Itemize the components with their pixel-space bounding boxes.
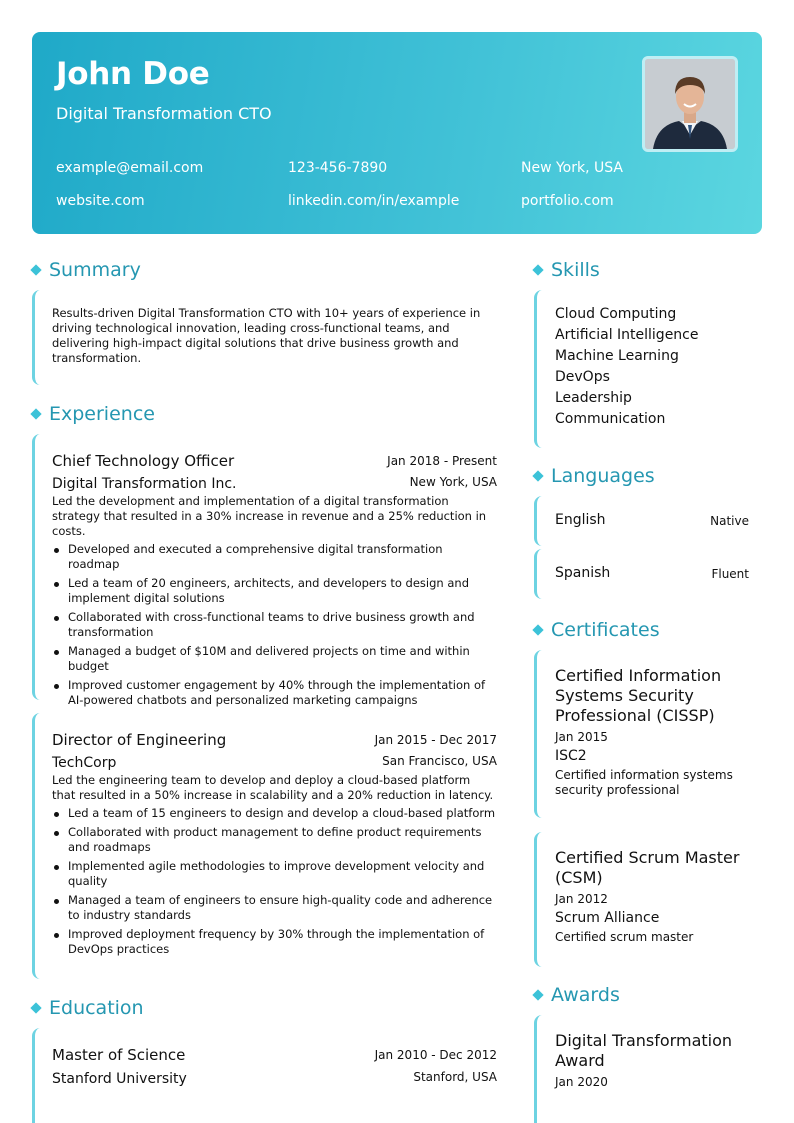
certificate-name: Certified Information Systems Security Professional (CISSP) [555, 666, 722, 725]
award-name: Digital Transformation Award [555, 1031, 733, 1070]
diamond-icon [30, 1002, 41, 1013]
candidate-name: John Doe [56, 56, 210, 92]
job-card-1 [32, 434, 498, 707]
language-row [555, 565, 749, 581]
profile-photo [642, 56, 738, 152]
education-header [52, 1045, 497, 1064]
skills-card [534, 290, 762, 448]
job-company: Digital Transformation Inc. [52, 476, 237, 492]
list-item: Led a team of 15 engineers to design and develop a cloud-based platform [52, 806, 497, 821]
summary-title: Summary [49, 259, 141, 281]
job-location: New York, USA [409, 475, 497, 489]
list-item: Collaborated with product management to define product requirements and roadmaps [52, 825, 497, 855]
education-card [32, 1028, 498, 1123]
education-school-row [52, 1068, 497, 1087]
skills-heading [534, 259, 600, 281]
job-card-2 [32, 713, 498, 979]
skill-item: Cloud Computing [555, 306, 677, 322]
diamond-icon [532, 624, 543, 635]
skill-item: Leadership [555, 390, 632, 406]
list-item: Led a team of 20 engineers, architects, and developers to design and implement digital solutions [52, 576, 497, 606]
degree: Master of Science [52, 1046, 186, 1064]
education-dates: Jan 2010 - Dec 2012 [374, 1048, 497, 1062]
job-header [52, 451, 497, 470]
list-item: Managed a team of engineers to ensure high-quality code and adherence to industry standards [52, 893, 497, 923]
diamond-icon [532, 989, 543, 1000]
candidate-role: Digital Transformation CTO [56, 104, 272, 123]
summary-heading [32, 259, 141, 281]
certificate-card-2 [534, 832, 762, 967]
diamond-icon [30, 264, 41, 275]
certificate-date: Jan 2015 [555, 730, 608, 744]
list-item: Improved deployment frequency by 30% through the implementation of DevOps practices [52, 927, 497, 957]
school-location: Stanford, USA [413, 1070, 497, 1084]
language-level: Fluent [711, 567, 749, 581]
job-title: Director of Engineering [52, 731, 227, 749]
education-heading [32, 997, 144, 1019]
list-item: Collaborated with cross-functional teams to drive business growth and transformation [52, 610, 497, 640]
job-bullets [52, 542, 497, 708]
skill-item: Machine Learning [555, 348, 679, 364]
job-description: Led the engineering team to develop and deploy a cloud-based platform that resulted in a 50% increase in scalability and a 20% reduction in latency. [52, 773, 494, 802]
award-date: Jan 2020 [555, 1075, 608, 1089]
certificate-description: Certified scrum master [555, 930, 694, 944]
certificate-issuer: ISC2 [555, 748, 587, 764]
job-company-row [52, 473, 497, 492]
job-location: San Francisco, USA [382, 754, 497, 768]
skill-item: DevOps [555, 369, 610, 385]
location-text: New York, USA [521, 160, 623, 176]
job-company-row [52, 752, 497, 771]
languages-heading [534, 465, 655, 487]
portfolio-link[interactable]: portfolio.com [521, 193, 614, 209]
job-company: TechCorp [52, 755, 117, 771]
resume-header [32, 32, 762, 234]
certificate-description: Certified information systems security professional [555, 768, 733, 797]
job-title: Chief Technology Officer [52, 452, 235, 470]
experience-heading [32, 403, 155, 425]
summary-text: Results-driven Digital Transformation CTO with 10+ years of experience in driving technological innovation, leading cross-functional teams, and delivering high-impact digital solutions that drive business growth and transformation. [52, 306, 481, 365]
school: Stanford University [52, 1071, 187, 1087]
job-bullets [52, 806, 497, 957]
phone-text: 123-456-7890 [288, 160, 388, 176]
website-link[interactable]: website.com [56, 193, 145, 209]
certificate-date: Jan 2012 [555, 892, 608, 906]
linkedin-link[interactable]: linkedin.com/in/example [288, 193, 460, 209]
summary-card [32, 290, 498, 385]
skill-item: Communication [555, 411, 666, 427]
language-name: English [555, 512, 606, 528]
certificate-card-1 [534, 650, 762, 818]
language-name: Spanish [555, 565, 611, 581]
certificates-heading [534, 619, 660, 641]
list-item: Implemented agile methodologies to improve development velocity and quality [52, 859, 497, 889]
portrait-image [645, 59, 735, 149]
language-row [555, 512, 749, 528]
certificates-title: Certificates [551, 619, 660, 641]
job-header [52, 730, 497, 749]
email-link[interactable]: example@email.com [56, 160, 204, 176]
diamond-icon [532, 470, 543, 481]
language-card-2 [534, 549, 762, 599]
awards-title: Awards [551, 984, 620, 1006]
diamond-icon [30, 408, 41, 419]
job-dates: Jan 2015 - Dec 2017 [374, 733, 497, 747]
language-card-1 [534, 496, 762, 546]
skills-title: Skills [551, 259, 600, 281]
job-description: Led the development and implementation of a digital transformation strategy that resulted in a 30% increase in revenue and a 25% reduction in costs. [52, 494, 487, 538]
awards-heading [534, 984, 620, 1006]
certificate-name: Certified Scrum Master (CSM) [555, 848, 740, 887]
list-item: Managed a budget of $10M and delivered projects on time and within budget [52, 644, 497, 674]
list-item: Improved customer engagement by 40% through the implementation of AI-powered chatbots and personalized marketing campaigns [52, 678, 497, 708]
list-item: Developed and executed a comprehensive digital transformation roadmap [52, 542, 497, 572]
skill-item: Artificial Intelligence [555, 327, 699, 343]
language-level: Native [710, 514, 749, 528]
education-title: Education [49, 997, 144, 1019]
languages-title: Languages [551, 465, 655, 487]
experience-title: Experience [49, 403, 155, 425]
award-card [534, 1015, 762, 1123]
job-dates: Jan 2018 - Present [387, 454, 497, 468]
certificate-issuer: Scrum Alliance [555, 910, 660, 926]
diamond-icon [532, 264, 543, 275]
